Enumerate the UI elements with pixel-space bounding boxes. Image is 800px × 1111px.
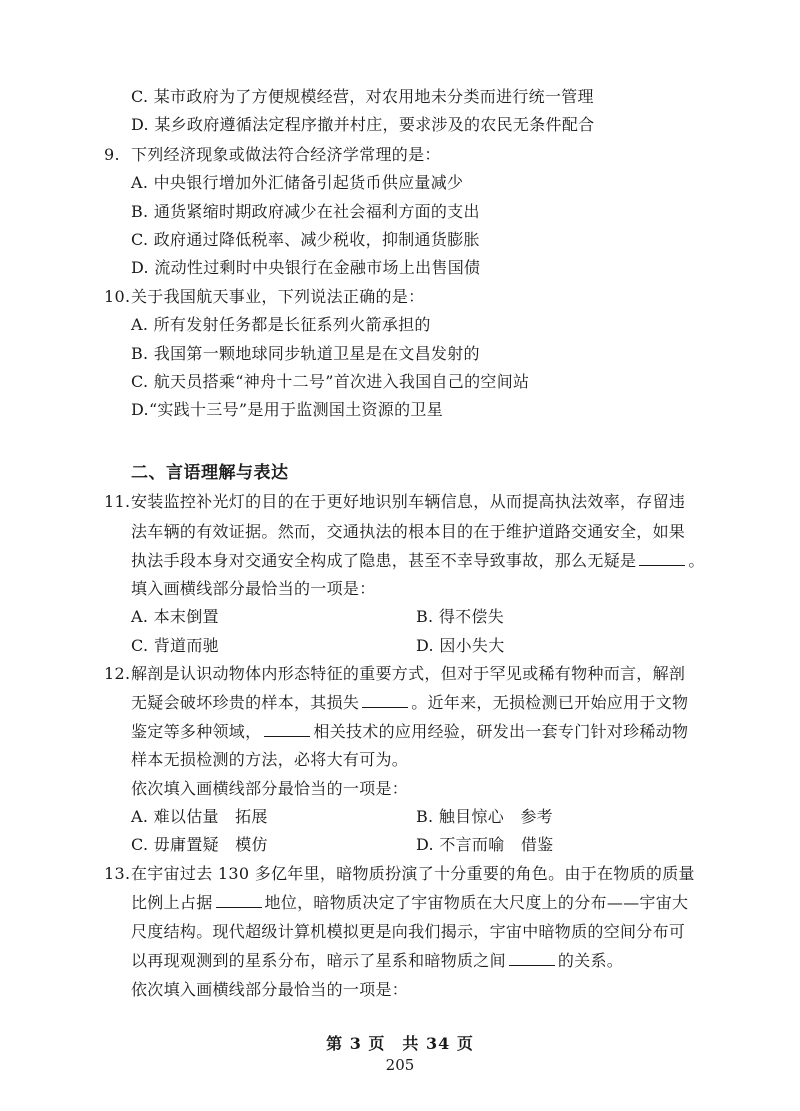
q10-option-a: A. 所有发射任务都是长征系列火箭承担的 bbox=[131, 315, 431, 334]
q10-option-d: D.“实践十三号”是用于监测国土资源的卫星 bbox=[131, 400, 444, 419]
q12-line-4: 样本无损检测的方法，必将大有可为。 bbox=[131, 750, 409, 769]
q9-option-a: A. 中央银行增加外汇储备引起货币供应量减少 bbox=[131, 173, 464, 192]
q10-option-c: C. 航天员搭乘“神舟十二号”首次进入我国自己的空间站 bbox=[131, 372, 530, 391]
q13-line-2 bbox=[131, 893, 688, 913]
q12-line-2 bbox=[131, 693, 688, 713]
q13-line-4b: 的关系。 bbox=[557, 951, 624, 970]
q13-line-2b: 地位，暗物质决定了宇宙物质在大尺度上的分布——宇宙大 bbox=[264, 893, 689, 912]
section-title: 二、言语理解与表达 bbox=[131, 463, 289, 483]
q11-line-3-end: 。 bbox=[688, 551, 705, 570]
q13-line-4a: 以再现观测到的星系分布，暗示了星系和暗物质之间 bbox=[131, 951, 506, 970]
answer-blank bbox=[639, 551, 685, 566]
q9-option-c: C. 政府通过降低税率、减少税收，抑制通货膨胀 bbox=[131, 230, 480, 249]
answer-blank bbox=[362, 693, 408, 708]
q12-line-1: 解剖是认识动物体内形态特征的重要方式，但对于罕见或稀有物种而言，解剖 bbox=[131, 664, 686, 683]
q8-option-d: D. 某乡政府遵循法定程序撤并村庄，要求涉及的农民无条件配合 bbox=[131, 115, 595, 134]
q12-line-2a: 无疑会破坏珍贵的样本，其损失 bbox=[131, 693, 360, 712]
answer-blank bbox=[509, 951, 555, 966]
answer-blank bbox=[264, 722, 310, 737]
q13-line-2a: 比例上占据 bbox=[131, 893, 213, 912]
q10-stem: 关于我国航天事业，下列说法正确的是： bbox=[131, 287, 425, 306]
q11-prompt: 填入画横线部分最恰当的一项是： bbox=[131, 579, 376, 598]
q8-option-c: C. 某市政府为了方便规模经营，对农用地未分类而进行统一管理 bbox=[131, 87, 594, 106]
page-label: 第 3 页 共 34 页 bbox=[326, 1034, 474, 1053]
q11-line-2: 法车辆的有效证据。然而，交通执法的根本目的在于维护道路交通安全，如果 bbox=[131, 522, 686, 541]
q12-option-a: A. 难以估量 拓展 bbox=[131, 807, 268, 826]
q11-option-c: C. 背道而驰 bbox=[131, 636, 219, 655]
q12-number: 12. bbox=[104, 664, 131, 683]
q9-option-b: B. 通货紧缩时期政府减少在社会福利方面的支出 bbox=[131, 202, 480, 221]
q9-stem: 下列经济现象或做法符合经济学常理的是： bbox=[131, 145, 441, 164]
answer-blank bbox=[216, 893, 262, 908]
q12-line-2b: 。近年来，无损检测已开始应用于文物 bbox=[411, 693, 689, 712]
q9-option-d: D. 流动性过剩时中央银行在金融市场上出售国债 bbox=[131, 258, 481, 277]
q11-number: 11. bbox=[104, 492, 131, 511]
q11-option-d: D. 因小失大 bbox=[416, 636, 505, 655]
q11-line-3-text: 执法手段本身对交通安全构成了隐患，甚至不幸导致事故，那么无疑是 bbox=[131, 551, 637, 570]
q12-option-d: D. 不言而喻 借鉴 bbox=[416, 835, 554, 854]
q12-line-3a: 鉴定等多种领域， bbox=[131, 722, 262, 741]
q13-number: 13. bbox=[104, 864, 131, 883]
q13-line-4 bbox=[131, 951, 623, 971]
q12-line-3 bbox=[131, 722, 688, 742]
q12-line-3b: 相关技术的应用经验，研发出一套专门针对珍稀动物 bbox=[313, 722, 689, 741]
q9-number: 9. bbox=[104, 145, 120, 164]
q12-option-c: C. 毋庸置疑 模仿 bbox=[131, 835, 268, 854]
q10-number: 10. bbox=[104, 287, 131, 306]
q10-option-b: B. 我国第一颗地球同步轨道卫星是在文昌发射的 bbox=[131, 344, 480, 363]
page-number: 205 bbox=[385, 1056, 415, 1074]
q11-option-a: A. 本末倒置 bbox=[131, 607, 219, 626]
q11-line-1: 安装监控补光灯的目的在于更好地识别车辆信息，从而提高执法效率，存留违 bbox=[131, 492, 686, 511]
q11-option-b: B. 得不偿失 bbox=[416, 607, 505, 626]
q13-prompt: 依次填入画横线部分最恰当的一项是： bbox=[131, 980, 409, 999]
q11-line-3 bbox=[131, 551, 705, 571]
q12-option-b: B. 触目惊心 参考 bbox=[416, 807, 553, 826]
q13-line-3: 尺度结构。现代超级计算机模拟更是向我们揭示，宇宙中暗物质的空间分布可 bbox=[131, 922, 686, 941]
q12-prompt: 依次填入画横线部分最恰当的一项是： bbox=[131, 779, 409, 798]
q13-line-1: 在宇宙过去 130 多亿年里，暗物质扮演了十分重要的角色。由于在物质的质量 bbox=[131, 864, 695, 883]
